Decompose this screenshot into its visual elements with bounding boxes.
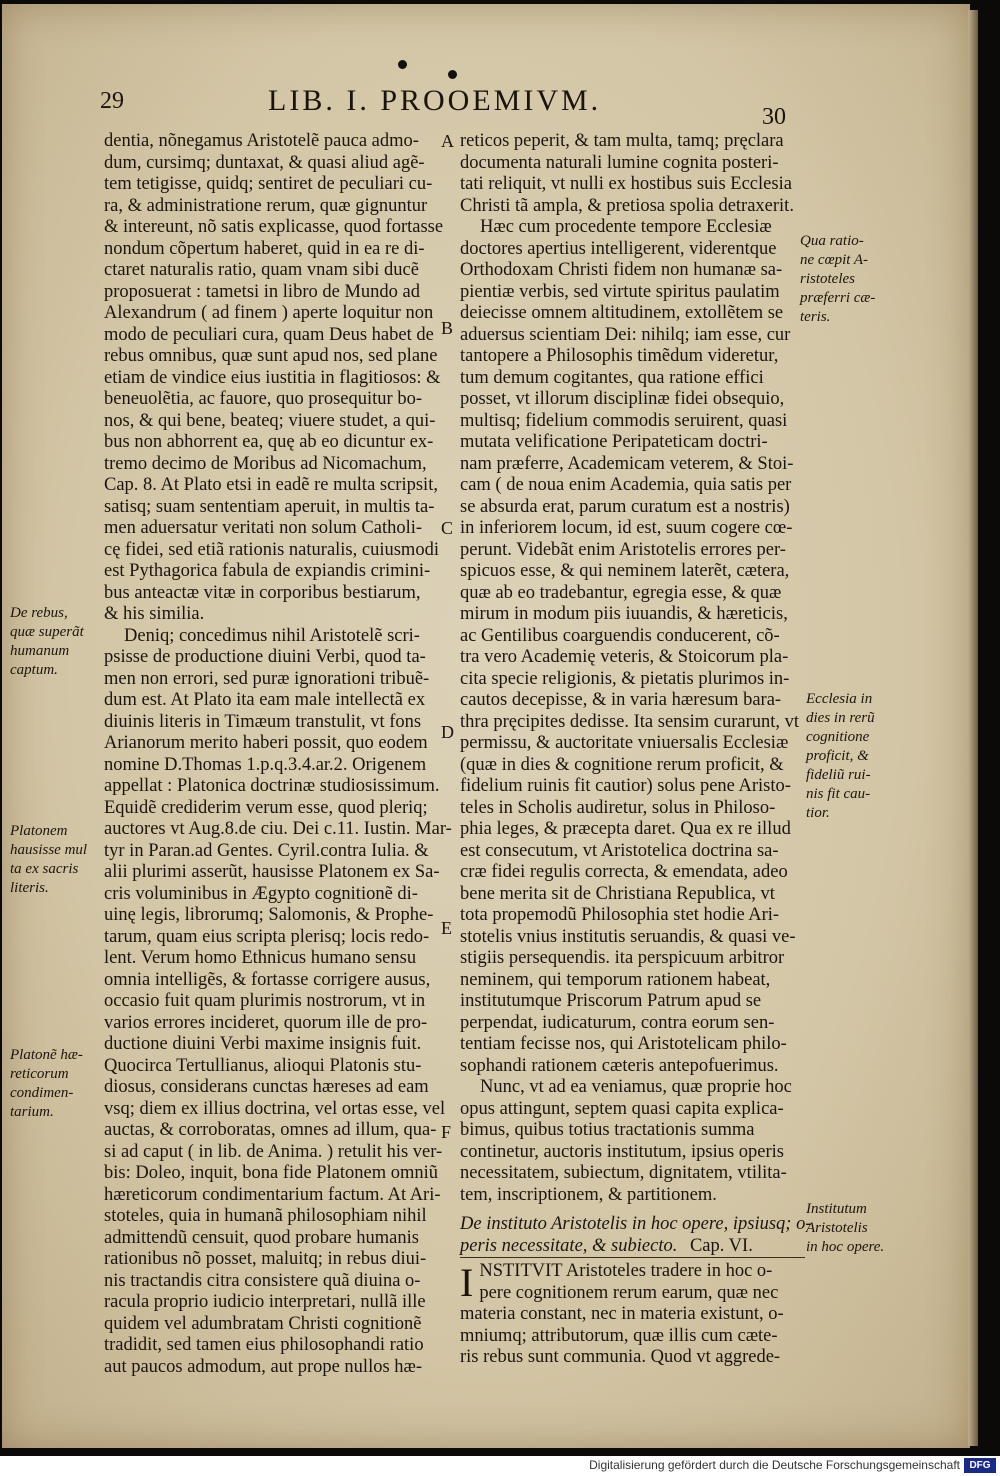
text-line: dentia, nõnegamus Aristotelẽ pauca admo- bbox=[104, 131, 419, 151]
right-text-column bbox=[460, 131, 812, 1369]
margin-note-line: tior. bbox=[806, 805, 830, 821]
chapter-text bbox=[460, 1261, 805, 1369]
text-line: Deniq; concedimus nihil Aristotelẽ scri- bbox=[124, 625, 420, 646]
text-line: occasio fuit quam plurimis nostrorum, vt in bbox=[104, 991, 426, 1011]
chapter-heading-line: De instituto Aristotelis in hoc opere, ipsiusq; o- bbox=[460, 1214, 812, 1234]
text-line: modo de peculiari cura, quam Deus habet de bbox=[104, 324, 434, 345]
text-line: quæ ab eo tradebantur, egregia esse, & quæ bbox=[460, 582, 782, 603]
margin-note-line: proficit, & bbox=[806, 748, 869, 764]
ink-dot bbox=[398, 60, 407, 69]
text-line: documenta naturali lumine cognita posteri- bbox=[460, 152, 779, 173]
text-line: & intereunt, nõ satis explicasse, quod fortasse bbox=[104, 217, 444, 237]
chapter-heading-line-2 bbox=[460, 1236, 805, 1259]
text-line: aut paucos admodum, aut prope nullos hæ- bbox=[104, 1356, 423, 1377]
text-line: reticos peperit, & tam multa, tamq; pręclara bbox=[460, 131, 784, 151]
text-line: cris voluminibus in Ægypto cognitionẽ di- bbox=[104, 883, 418, 904]
margin-note-line: literis. bbox=[10, 880, 49, 896]
text-line: multisq; fidelium commodis seruirent, quasi bbox=[460, 410, 788, 431]
text-line: opus attingunt, septem quasi capita explica- bbox=[460, 1098, 784, 1119]
ink-dot bbox=[448, 70, 457, 79]
text-line: tarum, quam eius scripta plerisq; locis redo- bbox=[104, 926, 430, 947]
text-line: cautos decepisse, & in varia hæresum bara- bbox=[460, 690, 782, 710]
text-line: institutumque Priscorum Patrum apud se bbox=[460, 991, 762, 1011]
text-line: phia leges, & præcepta daret. Qua ex re illud bbox=[460, 819, 791, 839]
text-line: in inferiorem locum, id est, suum cogere cœ- bbox=[460, 518, 793, 538]
section-letter: D bbox=[441, 722, 454, 742]
right-text-block bbox=[460, 131, 805, 1206]
dfg-logo: DFG bbox=[964, 1458, 996, 1473]
text-line: ris rebus sunt communia. Quod vt aggrede- bbox=[460, 1347, 781, 1367]
text-line: bus anteactæ vitæ in corporibus bestiarum, bbox=[104, 582, 421, 603]
text-line: spicuos esse, & qui neminem laterẽt, cætera, bbox=[460, 561, 790, 581]
text-line: hæreticorum condimentarium factum. At Ari- bbox=[104, 1184, 441, 1205]
text-line: alii plurimi asserũt, hausisse Platonem ex Sa- bbox=[104, 862, 440, 882]
text-line: diosus, considerans cunctas hæreses ad eam bbox=[104, 1077, 429, 1097]
text-line: tentiam fecisse nos, qui Aristotelicam philo- bbox=[460, 1034, 787, 1054]
text-line: psisse de productione diuini Verbi, quod ta- bbox=[104, 647, 426, 667]
text-line: men aduersatur veritati non solum Catholi- bbox=[104, 518, 423, 538]
text-line: bis: Doleo, inquit, bona fide Platonem omniũ bbox=[104, 1163, 438, 1183]
text-line: thra pręcipites dedisse. Ita sensim curarunt, vt bbox=[460, 711, 800, 732]
text-line: est Pythagorica fabula de expiandis crimini- bbox=[104, 561, 431, 581]
text-line: posset, vt illorum disciplinæ fidei obsequio, bbox=[460, 389, 785, 409]
margin-note-right bbox=[800, 232, 875, 327]
text-line: nis tractandis citra consistere quã diuina o- bbox=[104, 1270, 421, 1291]
text-line: nondum cõpertum haberet, quid in ea re di- bbox=[104, 238, 425, 259]
text-line: admittendũ censuit, quod probare humanis bbox=[104, 1227, 419, 1248]
text-line: ductione diuini Verbi maxime insignis fuit. bbox=[104, 1034, 422, 1054]
text-line: Alexandrum ( ad finem ) aperte loquitur non bbox=[104, 303, 434, 323]
text-line: pere cognitionem rerum earum, quæ nec bbox=[479, 1282, 779, 1303]
text-line: Nunc, vt ad ea veniamus, quæ proprie hoc bbox=[480, 1077, 792, 1097]
section-letter: A bbox=[441, 131, 454, 151]
section-letter: E bbox=[441, 918, 452, 938]
margin-note-right bbox=[806, 690, 875, 823]
text-line: nam præferre, Academicam veterem, & Stoi- bbox=[460, 453, 794, 474]
text-line: (quæ in dies & cognitione rerum proficit, & bbox=[460, 754, 784, 775]
text-line: uinę legis, librorumq; Salomonis, & Prophe- bbox=[104, 905, 434, 925]
margin-note-line: fideliũ rui- bbox=[806, 767, 871, 783]
text-line: si ad caput ( in lib. de Anima. ) retulit his ver- bbox=[104, 1141, 443, 1162]
text-line: tum demum cogitantes, qua ratione effici bbox=[460, 367, 764, 388]
text-line: permissu, & auctoritate vniuersalis Ecclesiæ bbox=[460, 733, 789, 753]
text-line: tremo decimo de Moribus ad Nicomachum, bbox=[104, 453, 427, 474]
page-number-right: 30 bbox=[762, 104, 786, 130]
text-line: Christi tã ampla, & pretiosa spolia detraxerit. bbox=[460, 195, 794, 216]
text-line: stotelis vnius institutis seruandis, & quasi ve- bbox=[460, 926, 796, 947]
margin-note-line: ta ex sacris bbox=[10, 861, 79, 877]
text-line: cę fidei, sed etiã rationis naturalis, cuiusmodi bbox=[104, 539, 439, 560]
text-line: & his similia. bbox=[104, 604, 205, 624]
footer-credit: Digitalisierung gefördert durch die Deutsche Forschungsgemeinschaft bbox=[589, 1458, 960, 1472]
chapter-heading bbox=[460, 1214, 812, 1258]
margin-note-line: dies in rerũ bbox=[806, 710, 875, 726]
text-line: Quocirca Tertullianus, alioqui Platonis stu- bbox=[104, 1055, 422, 1076]
text-line: tota propemodũ Philosophia stet hodie Ari- bbox=[460, 905, 780, 925]
text-line: tati reliquit, vt nulli ex hostibus suis Ecclesia bbox=[460, 174, 792, 194]
margin-note-line: in hoc opere. bbox=[806, 1239, 885, 1255]
text-line: satisq; suam sententiam aperuit, in multis ta- bbox=[104, 496, 435, 517]
text-line: ra, & administratione rerum, quæ gignuntur bbox=[104, 195, 428, 216]
text-line: appellat : Platonica doctrinæ studiosissimum. bbox=[104, 776, 440, 796]
text-line: auctas, & corroboratas, omnes ad illum, qua- bbox=[104, 1120, 437, 1140]
margin-note-line: captum. bbox=[10, 662, 58, 678]
text-line: bene merita sit de Christiana Republica, vt bbox=[460, 883, 775, 904]
margin-note-line: Aristotelis bbox=[806, 1220, 868, 1236]
section-letter: B bbox=[441, 318, 454, 338]
text-line: auctores vt Aug.8.de ciu. Dei c.11. Iustin. Mar- bbox=[104, 819, 452, 839]
text-line: Orthodoxam Christi fidem non humanæ sa- bbox=[460, 260, 783, 280]
text-line: Equidẽ crediderim verum esse, quod pleriq; bbox=[104, 797, 428, 818]
text-line: materia constant, nec in materia existunt, o- bbox=[460, 1304, 784, 1324]
text-line: perunt. Videbãt enim Aristotelis errores per- bbox=[460, 539, 786, 560]
margin-note-line: quæ superãt bbox=[10, 624, 84, 640]
margin-note-line: reticorum bbox=[10, 1066, 69, 1082]
margin-note-line: condimen- bbox=[10, 1085, 74, 1101]
section-letter: C bbox=[441, 518, 454, 538]
running-title: LIB. I. PROOEMIVM. bbox=[268, 84, 602, 117]
text-line: omnia intelligẽs, & fortasse corrigere ausus, bbox=[104, 969, 431, 990]
text-line: beneuolẽtia, ac fauore, quo prosequitur bo- bbox=[104, 389, 422, 409]
text-line: cita specie religionis, & pietatis plurimos in- bbox=[460, 668, 790, 689]
text-line: ctaret naturalis ratio, quam vnam sibi ducẽ bbox=[104, 260, 419, 280]
text-line: cam ( de noua enim Academia, quia satis per bbox=[460, 475, 792, 495]
margin-note-left bbox=[10, 1046, 83, 1122]
text-line: se absurda erat, parum curatum est a nostris) bbox=[460, 496, 790, 517]
text-line: Hæc cum procedente tempore Ecclesiæ bbox=[480, 217, 772, 237]
text-line: Cap. 8. At Plato etsi in eadẽ re multa scripsit, bbox=[104, 475, 438, 495]
text-line: mniumq; attributorum, quæ illis cum cæte- bbox=[460, 1325, 778, 1346]
text-line: tyr in Paran.ad Gentes. Cyril.contra Iulia. & bbox=[104, 840, 429, 861]
text-line: ac Gentilibus coarguendis conducerent, cõ- bbox=[460, 625, 780, 646]
margin-note-line: ne cœpit A- bbox=[800, 252, 869, 268]
text-line: est consecutum, vt Aristotelica doctrina sa- bbox=[460, 840, 779, 861]
margin-note-line: Qua ratio- bbox=[800, 233, 864, 249]
margin-note-line: cognitione bbox=[806, 729, 870, 745]
text-line: cræ fidei regulis correcta, & emendata, adeo bbox=[460, 862, 788, 882]
text-line: rebus omnibus, quæ sunt apud nos, sed plane bbox=[104, 346, 438, 366]
text-line: perpendat, iudicaturum, contra eorum sen- bbox=[460, 1012, 775, 1033]
text-line: necessitatem, subiectum, dignitatem, vtilita- bbox=[460, 1163, 787, 1183]
footer-bar bbox=[0, 1456, 1000, 1476]
text-line: neminem, qui temporum rationem habeat, bbox=[460, 969, 771, 990]
margin-note-line: ristoteles bbox=[800, 271, 855, 287]
text-line: doctores apertius intelligerent, viderentque bbox=[460, 238, 777, 259]
text-line: NSTITVIT Aristoteles tradere in hoc o- bbox=[479, 1261, 773, 1281]
text-line: men non errori, sed puræ ignorationi tribuẽ- bbox=[104, 668, 430, 689]
margin-note-line: Ecclesia in bbox=[806, 691, 873, 707]
left-text-column bbox=[104, 131, 452, 1378]
margin-note-line: De rebus, bbox=[10, 605, 68, 621]
text-line: fidelium ruinis fit cautior) solus pene Aristo- bbox=[460, 776, 791, 796]
text-line: aduersus scientiam Dei: nihilq; iam esse, cur bbox=[460, 324, 791, 345]
text-line: nomine D.Thomas 1.p.q.3.4.ar.2. Origenem bbox=[104, 754, 427, 775]
text-line: proposuerat : tametsi in libro de Mundo ad bbox=[104, 281, 420, 302]
text-line: vsq; diem ex illius doctrina, vel ortas esse, vel bbox=[104, 1098, 446, 1119]
text-line: teles in Scholis audiretur, solus in Philoso- bbox=[460, 797, 776, 818]
text-line: Arianorum merito haberi possit, quo eodem bbox=[104, 733, 428, 753]
text-line: sophandi rationem cæteris antepofuerimus. bbox=[460, 1055, 779, 1076]
text-line: tantopere a Philosophis timẽdum videretur, bbox=[460, 346, 779, 366]
text-line: dum, cursimq; duntaxat, & quasi aliud agẽ- bbox=[104, 152, 425, 173]
margin-note-line: Platonẽ hæ- bbox=[10, 1047, 83, 1063]
text-line: tem tetigisse, quidq; sentiret de peculiari cu- bbox=[104, 174, 433, 194]
text-line: dum est. At Plato ita eam male intellectã ex bbox=[104, 690, 426, 710]
margin-note-line: hausisse mul bbox=[10, 842, 88, 858]
page-edge-shadow bbox=[968, 10, 978, 1446]
text-line: mirum in modum piis iuuandis, & hæreticis, bbox=[460, 604, 788, 624]
text-line: deiecisse omnem altitudinem, extollẽtem se bbox=[460, 303, 784, 323]
margin-note-line: teris. bbox=[800, 309, 831, 325]
text-line: lent. Verum homo Ethnicus humano sensu bbox=[104, 948, 417, 968]
text-line: racula proprio iudicio interpretari, nullã ille bbox=[104, 1292, 426, 1312]
text-line: tem, inscriptionem, & partitionem. bbox=[460, 1184, 717, 1205]
initial-letter: I bbox=[460, 1260, 474, 1305]
text-line: nos, & qui bene, beateq; viuere studet, a qui- bbox=[104, 410, 436, 431]
margin-note-line: tarium. bbox=[10, 1104, 54, 1120]
chapter-heading-line: peris necessitate, & subiecto. bbox=[460, 1235, 678, 1256]
margin-note-line: nis fit cau- bbox=[806, 786, 871, 802]
text-line: bus non abhorrent ea, quę ab eo dicuntur ex- bbox=[104, 432, 434, 452]
chapter-number: Cap. VI. bbox=[689, 1235, 753, 1256]
margin-note-line: præferri cæ- bbox=[800, 290, 876, 306]
text-line: tra vero Academię veteris, & Stoicorum pla- bbox=[460, 647, 789, 667]
text-line: pientiæ verbis, sed virtute spiritus paulatim bbox=[460, 281, 780, 302]
margin-note-line: humanum bbox=[10, 643, 70, 659]
page-number-left: 29 bbox=[100, 88, 124, 114]
text-line: stigiis persequendis. ita perspicuum arbitror bbox=[460, 948, 785, 968]
text-line: rationibus nõ posset, maluitq; in rebus diui- bbox=[104, 1249, 427, 1269]
margin-note-left bbox=[10, 604, 84, 680]
margin-note-line: Institutum bbox=[806, 1201, 867, 1217]
margin-note-left bbox=[10, 822, 87, 898]
text-line: etiam de vindice eius iustitia in flagitiosos: & bbox=[104, 367, 441, 388]
text-line: bimus, quibus totius tractationis summa bbox=[460, 1120, 755, 1140]
text-line: varios errores incideret, quorum ille de pro- bbox=[104, 1012, 428, 1033]
text-line: tradidit, sed tamen eius philosophandi ratio bbox=[104, 1335, 424, 1355]
text-line: diuinis literis in Timæum transtulit, vt fons bbox=[104, 711, 422, 732]
text-line: mutata velificatione Peripateticam doctri- bbox=[460, 432, 768, 452]
text-line: continetur, auctoris institutum, ipsius operis bbox=[460, 1141, 785, 1162]
text-line: stoteles, quia in humanã philosophiam nihil bbox=[104, 1206, 427, 1226]
margin-note-right bbox=[806, 1200, 884, 1257]
section-letter: F bbox=[441, 1122, 452, 1142]
margin-note-line: Platonem bbox=[10, 823, 68, 839]
text-line: quidem vel adumbratam Christi cognitionẽ bbox=[104, 1313, 422, 1334]
